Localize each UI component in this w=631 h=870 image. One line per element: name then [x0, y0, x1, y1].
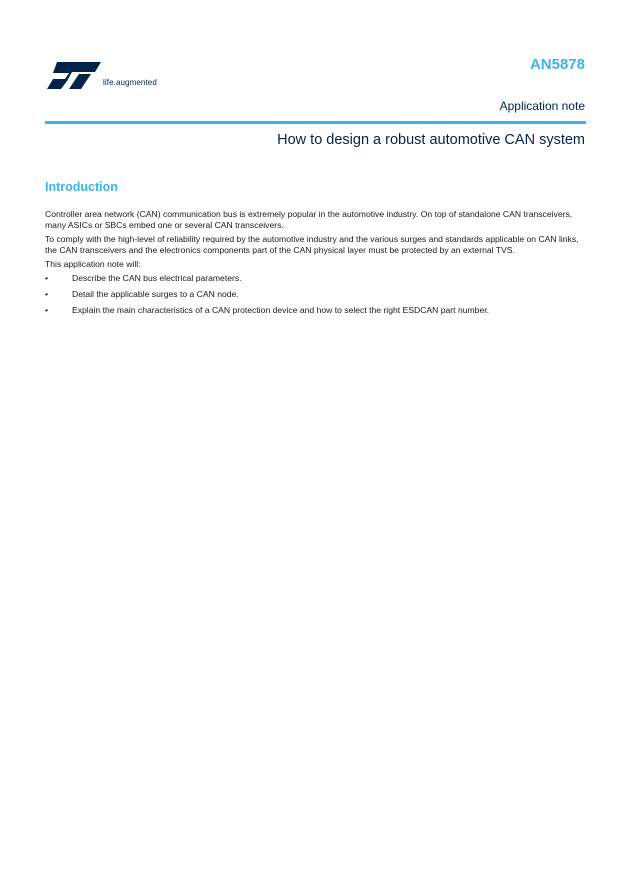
logo-tagline: life.augmented — [103, 78, 157, 87]
list-item — [45, 305, 586, 316]
paragraph: This application note will: — [45, 259, 141, 269]
list-item-text: Describe the CAN bus electrical parameters. — [72, 273, 242, 283]
bullet-list — [45, 273, 586, 316]
bullet-marker: • — [45, 305, 49, 315]
list-item — [45, 273, 586, 284]
introduction-body — [45, 209, 586, 321]
document-title: How to design a robust automotive CAN system — [277, 132, 585, 148]
document-id: AN5878 — [529, 56, 585, 73]
paragraph: To comply with the high-level of reliability required by the automotive industry and the various surges and standards applicable on CAN links, the CAN transceivers and the electronics components part of the CAN physical layer must be protected by an external TVS. — [45, 234, 579, 255]
document-type: Application note — [499, 99, 585, 113]
bullet-marker: • — [45, 289, 49, 299]
header-divider — [45, 121, 586, 124]
st-logo — [45, 59, 165, 93]
section-heading-introduction: Introduction — [45, 180, 118, 194]
paragraph: Controller area network (CAN) communication bus is extremely popular in the automotive industry. On top of standalone CAN transceivers, many ASICs or SBCs embed one or several CAN transceivers. — [45, 209, 573, 230]
list-item — [45, 289, 586, 300]
bullet-marker: • — [45, 273, 49, 283]
st-logo-icon — [45, 59, 103, 91]
list-item-text: Explain the main characteristics of a CAN protection device and how to select the right ESDCAN part number. — [72, 305, 489, 315]
list-item-text: Detail the applicable surges to a CAN node. — [72, 289, 239, 299]
